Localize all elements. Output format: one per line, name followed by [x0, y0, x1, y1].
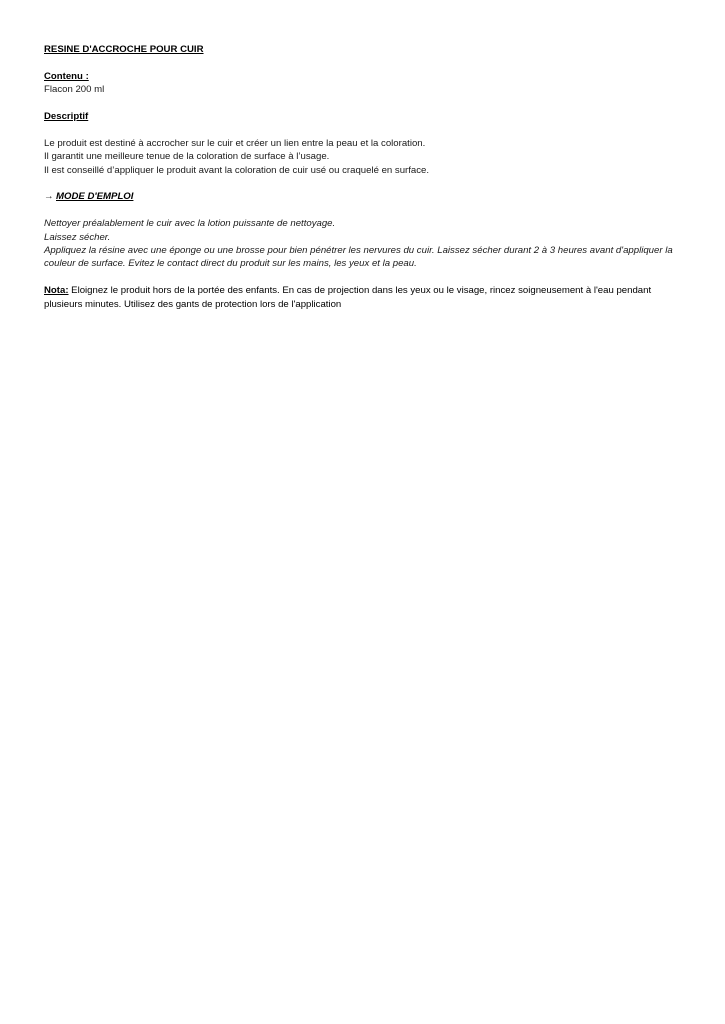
spacer: [44, 177, 689, 190]
spacer: [44, 56, 689, 69]
nota-text: Eloignez le produit hors de la portée des enfants. En cas de projection dans les yeux ou le visage, rincez soigneusement à l'eau pendant plusieurs minutes. Utilisez des gants de protection lors de l'application: [44, 285, 652, 310]
spacer: [44, 204, 689, 217]
arrow-right-icon: →: [44, 191, 54, 203]
document-title: RESINE D'ACCROCHE POUR CUIR: [44, 44, 204, 55]
spacer: [44, 123, 689, 136]
document-page: [44, 43, 689, 311]
mode-emploi-line-3: Appliquez la résine avec une éponge ou une brosse pour bien pénétrer les nervures du cuir. Laissez sécher durant 2 à 3 heures avant d'appliquer la couleur de surface. Evitez le contact direct du produit sur les mains, les yeux et la peau.: [44, 245, 673, 270]
nota-paragraph: [44, 284, 689, 311]
nota-label: Nota:: [44, 285, 69, 297]
descriptif-line-1: Le produit est destiné à accrocher sur le cuir et créer un lien entre la peau et la coloration.: [44, 137, 426, 149]
descriptif-line-2: Il garantit une meilleure tenue de la coloration de surface à l’usage.: [44, 151, 330, 163]
contenu-value: Flacon 200 ml: [44, 84, 105, 96]
descriptif-heading: Descriptif: [44, 111, 89, 122]
contenu-heading: Contenu :: [44, 70, 89, 82]
mode-emploi-line-1: Nettoyer préalablement le cuir avec la lotion puissante de nettoyage.: [44, 218, 336, 230]
spacer: [44, 97, 689, 110]
mode-emploi-heading-row: [44, 190, 689, 203]
mode-emploi-line-2: Laissez sécher.: [44, 231, 111, 243]
spacer: [44, 271, 689, 284]
descriptif-line-3: Il est conseillé d’appliquer le produit avant la coloration de cuir usé ou craquelé en surface.: [44, 164, 430, 176]
mode-emploi-heading: MODE D'EMPLOI: [56, 191, 134, 203]
